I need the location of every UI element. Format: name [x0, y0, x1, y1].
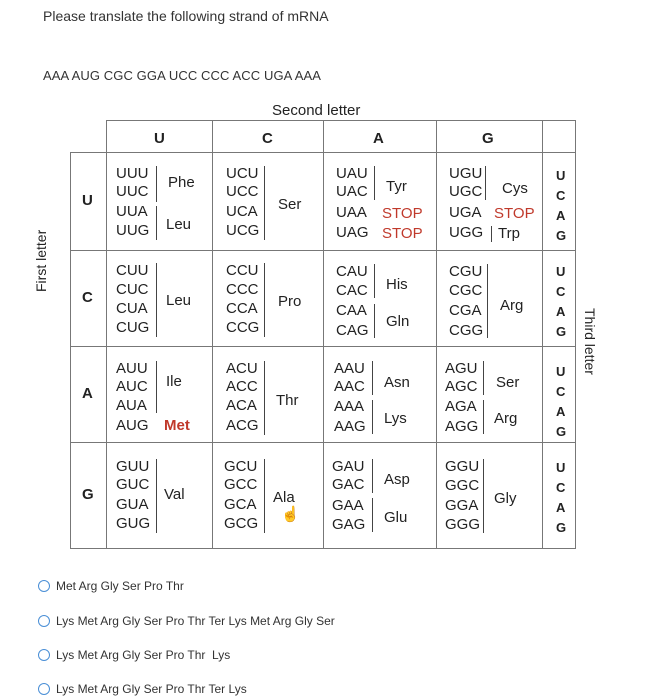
codon-auu: AUU [116, 360, 148, 377]
grid-line [542, 120, 543, 549]
radio-button[interactable] [38, 580, 50, 592]
third-letter-a: A [556, 404, 566, 419]
bracket-bar [483, 400, 484, 434]
codon-uuu: UUU [116, 165, 149, 182]
codon-aga: AGA [445, 398, 477, 415]
bracket-bar [372, 459, 373, 493]
row-header-c: C [82, 289, 93, 306]
hand-pointer-icon: ☝ [281, 506, 300, 523]
amino-acid-gln: Gln [386, 313, 410, 330]
codon-uau: UAU [336, 165, 368, 182]
bracket-bar [156, 166, 157, 202]
column-header-a: A [373, 130, 384, 147]
codon-aau: AAU [334, 360, 365, 377]
codon-cua: CUA [116, 300, 148, 317]
codon-agg: AGG [445, 418, 479, 435]
third-letter-a: A [556, 208, 566, 223]
codon-cuu: CUU [116, 262, 149, 279]
codon-aaa: AAA [334, 398, 365, 415]
amino-acid-leu: Leu [166, 292, 192, 309]
codon-uua: UUA [116, 203, 148, 220]
answer-option-1[interactable] [38, 579, 184, 593]
answer-option-3[interactable] [38, 648, 230, 662]
codon-uuc: UUC [116, 183, 149, 200]
answer-option-4[interactable] [38, 682, 247, 696]
mrna-strand: AAA AUG CGC GGA UCC CCC ACC UGA AAA [43, 68, 322, 83]
column-header-u: U [154, 130, 165, 147]
codon-uag: UAG [336, 224, 369, 241]
third-letter-u: U [556, 460, 566, 475]
codon-ccu: CCU [226, 262, 259, 279]
grid-line [212, 120, 213, 549]
third-letter-a: A [556, 304, 566, 319]
amino-acid-arg: Arg [494, 410, 518, 427]
bracket-bar [264, 459, 265, 533]
codon-uaa: UAA [336, 204, 367, 221]
codon-uac: UAC [336, 183, 368, 200]
third-letter-u: U [556, 168, 566, 183]
codon-agu: AGU [445, 360, 478, 377]
codon-guu: GUU [116, 458, 150, 475]
codon-ucu: UCU [226, 165, 259, 182]
codon-ugc: UGC [449, 183, 483, 200]
stop-codon-label: STOP [494, 205, 535, 222]
codon-ucc: UCC [226, 183, 259, 200]
codon-cau: CAU [336, 263, 368, 280]
third-letter-c: C [556, 188, 566, 203]
bracket-bar [372, 400, 373, 434]
bracket-bar [483, 459, 484, 533]
amino-acid-ser: Ser [496, 374, 520, 391]
bracket-bar [372, 361, 373, 395]
third-letter-g: G [556, 324, 567, 339]
codon-cug: CUG [116, 319, 150, 336]
answer-option-label: Met Arg Gly Ser Pro Thr [56, 579, 184, 593]
amino-acid-pro: Pro [278, 293, 302, 310]
bracket-bar [372, 498, 373, 532]
third-letter-g: G [556, 520, 567, 535]
codon-aag: AAG [334, 418, 366, 435]
question-prompt: Please translate the following strand of mRNA [43, 8, 329, 24]
grid-line [106, 120, 575, 121]
third-letter-g: G [556, 424, 567, 439]
amino-acid-cys: Cys [502, 180, 528, 197]
third-letter-label: Third letter [582, 308, 598, 375]
bracket-bar [485, 166, 486, 200]
codon-aac: AAC [334, 378, 365, 395]
amino-acid-ser: Ser [278, 196, 302, 213]
radio-button[interactable] [38, 683, 50, 695]
codon-guc: GUC [116, 476, 150, 493]
codon-gau: GAU [332, 458, 365, 475]
second-letter-label: Second letter [272, 102, 361, 119]
grid-line [106, 120, 107, 549]
codon-acu: ACU [226, 360, 258, 377]
codon-ccg: CCG [226, 319, 260, 336]
codon-ugg: UGG [449, 224, 484, 241]
amino-acid-met: Met [164, 417, 190, 434]
bracket-bar [264, 166, 265, 240]
codon-ugu: UGU [449, 165, 483, 182]
amino-acid-tyr: Tyr [386, 178, 407, 195]
codon-gcu: GCU [224, 458, 258, 475]
codon-ccc: CCC [226, 281, 259, 298]
answer-option-label: Lys Met Arg Gly Ser Pro Thr Lys [56, 648, 231, 662]
bracket-bar [156, 361, 157, 413]
grid-line [575, 120, 576, 549]
codon-gua: GUA [116, 496, 149, 513]
codon-cgu: CGU [449, 263, 483, 280]
codon-acg: ACG [226, 417, 259, 434]
bracket-bar [487, 264, 488, 338]
codon-cuc: CUC [116, 281, 149, 298]
codon-cac: CAC [336, 282, 368, 299]
stop-codon-label: STOP [382, 205, 423, 222]
codon-gca: GCA [224, 496, 257, 513]
codon-cca: CCA [226, 300, 258, 317]
bracket-bar [483, 361, 484, 395]
bracket-bar [264, 263, 265, 337]
codon-cgc: CGC [449, 282, 483, 299]
codon-uug: UUG [116, 222, 150, 239]
amino-acid-lys: Lys [384, 410, 407, 427]
codon-aca: ACA [226, 397, 257, 414]
row-header-g: G [82, 486, 94, 503]
bracket-bar [374, 304, 375, 338]
codon-ucg: UCG [226, 222, 260, 239]
stop-codon-label: STOP [382, 225, 423, 242]
codon-gcg: GCG [224, 515, 259, 532]
grid-line [70, 152, 71, 549]
bracket-bar [156, 263, 157, 337]
codon-gga: GGA [445, 497, 479, 514]
amino-acid-gly: Gly [494, 490, 517, 507]
amino-acid-leu: Leu [166, 216, 192, 233]
codon-aua: AUA [116, 397, 147, 414]
row-header-u: U [82, 192, 93, 209]
codon-cag: CAG [336, 322, 369, 339]
radio-button[interactable] [38, 615, 50, 627]
bracket-bar [156, 206, 157, 240]
codon-gac: GAC [332, 476, 365, 493]
third-letter-g: G [556, 228, 567, 243]
answer-option-2[interactable] [38, 614, 335, 628]
third-letter-c: C [556, 384, 566, 399]
answer-option-label: Lys Met Arg Gly Ser Pro Thr Ter Lys Met Arg Gly Ser [56, 614, 335, 628]
third-letter-a: A [556, 500, 566, 515]
amino-acid-thr: Thr [276, 392, 299, 409]
bracket-bar [264, 361, 265, 435]
amino-acid-glu: Glu [384, 509, 408, 526]
codon-cga: CGA [449, 302, 482, 319]
codon-acc: ACC [226, 378, 258, 395]
row-header-a: A [82, 385, 93, 402]
amino-acid-ala: Ala [273, 489, 295, 506]
codon-table [70, 120, 576, 549]
third-letter-c: C [556, 480, 566, 495]
bracket-bar [374, 166, 375, 200]
amino-acid-phe: Phe [168, 174, 195, 191]
codon-gug: GUG [116, 515, 151, 532]
codon-uga: UGA [449, 204, 482, 221]
codon-auc: AUC [116, 378, 148, 395]
third-letter-c: C [556, 284, 566, 299]
amino-acid-arg: Arg [500, 297, 524, 314]
column-header-g: G [482, 130, 494, 147]
codon-ggg: GGG [445, 516, 481, 533]
amino-acid-trp: Trp [498, 225, 520, 242]
bracket-bar [374, 264, 375, 298]
codon-ggu: GGU [445, 458, 480, 475]
first-letter-label: First letter [33, 229, 49, 292]
amino-acid-his: His [386, 276, 408, 293]
codon-gag: GAG [332, 516, 366, 533]
third-letter-u: U [556, 364, 566, 379]
codon-gcc: GCC [224, 476, 258, 493]
codon-gaa: GAA [332, 497, 364, 514]
radio-button[interactable] [38, 649, 50, 661]
codon-aug: AUG [116, 417, 149, 434]
codon-ggc: GGC [445, 477, 480, 494]
third-letter-u: U [556, 264, 566, 279]
grid-line [323, 120, 324, 549]
column-header-c: C [262, 130, 273, 147]
amino-acid-val: Val [164, 486, 185, 503]
amino-acid-ile: Ile [166, 373, 182, 390]
amino-acid-asp: Asp [384, 471, 410, 488]
amino-acid-asn: Asn [384, 374, 410, 391]
codon-agc: AGC [445, 378, 478, 395]
answer-option-label: Lys Met Arg Gly Ser Pro Thr Ter Lys [56, 682, 247, 696]
codon-uca: UCA [226, 203, 258, 220]
bracket-bar [156, 459, 157, 533]
grid-line [436, 120, 437, 549]
codon-cgg: CGG [449, 322, 484, 339]
bracket-bar [491, 226, 492, 242]
codon-caa: CAA [336, 302, 367, 319]
